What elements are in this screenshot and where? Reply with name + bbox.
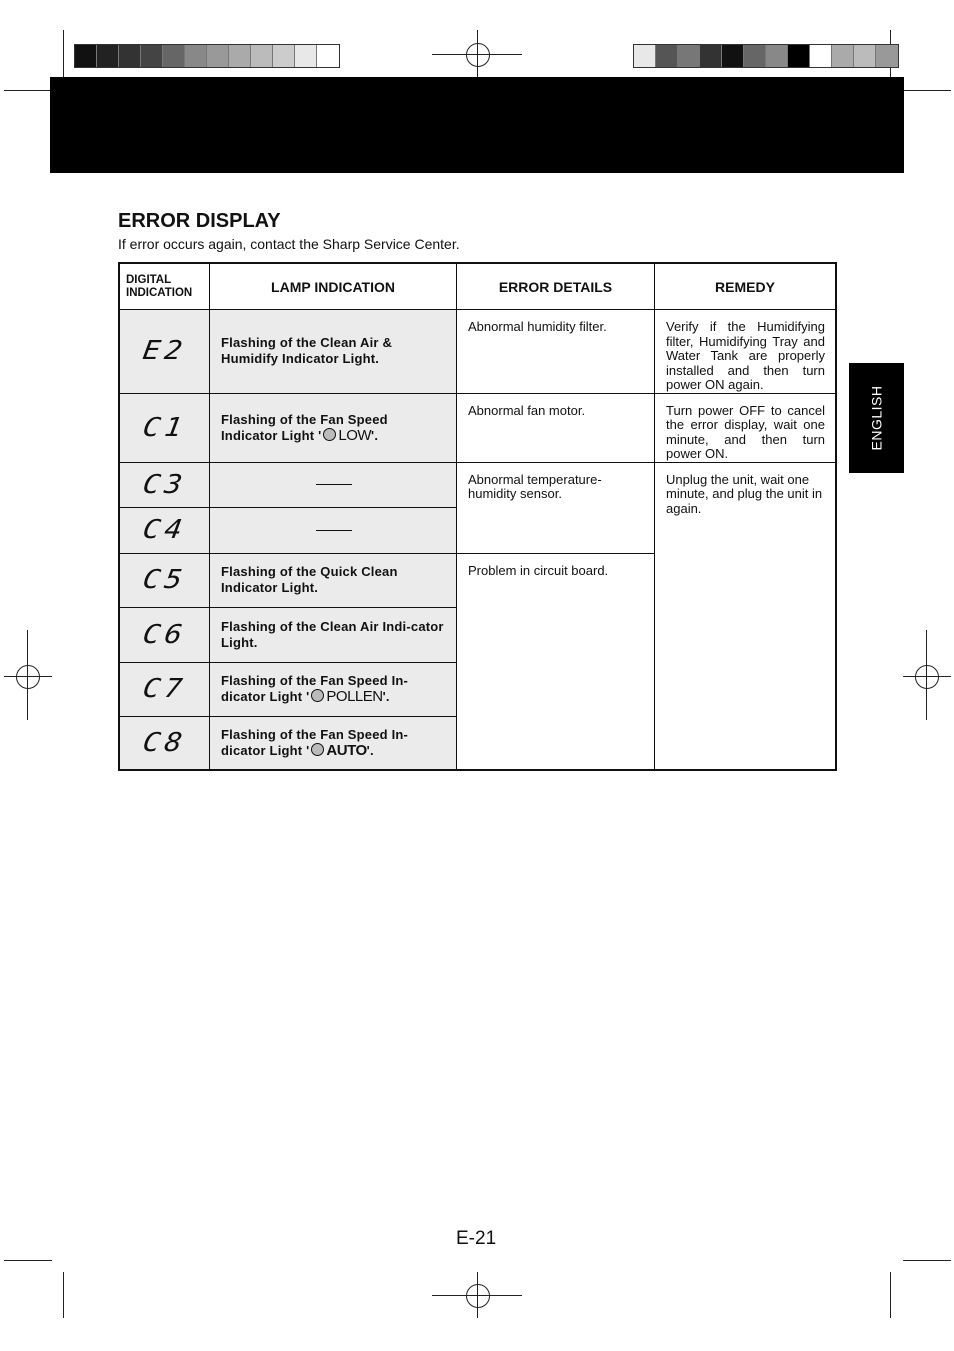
color-swatch — [75, 45, 97, 67]
lamp-cell: Flashing of the Quick Clean Indicator Light. — [210, 553, 457, 607]
color-swatch — [163, 45, 185, 67]
digital-code-cell — [119, 462, 210, 507]
no-lamp-dash — [316, 484, 352, 485]
crop-mark — [63, 30, 64, 78]
digital-code: C1 — [140, 412, 189, 443]
color-swatch — [876, 45, 898, 67]
lamp-cell — [210, 393, 457, 462]
digital-code-cell — [119, 507, 210, 553]
digital-code-cell — [119, 393, 210, 462]
details-cell: Abnormal humidity filter. — [457, 310, 655, 394]
table-header-row — [119, 263, 836, 310]
color-swatch — [854, 45, 876, 67]
color-swatch — [207, 45, 229, 67]
crop-mark — [903, 90, 951, 91]
header-lamp-indication: LAMP INDICATION — [210, 263, 457, 310]
color-swatch — [317, 45, 339, 67]
color-swatch — [656, 45, 678, 67]
color-swatch — [141, 45, 163, 67]
details-cell: Problem in circuit board. — [457, 553, 655, 770]
digital-code: C6 — [140, 619, 189, 650]
digital-code-cell — [119, 716, 210, 770]
lcd-label: AUTO — [326, 741, 367, 759]
indicator-light-icon — [311, 743, 324, 756]
digital-code: C3 — [140, 469, 189, 500]
lamp-cell — [210, 662, 457, 716]
header-text: INDICATION — [126, 286, 193, 299]
color-swatch — [634, 45, 656, 67]
crop-mark — [4, 90, 52, 91]
color-swatch — [97, 45, 119, 67]
digital-code: C8 — [140, 727, 189, 758]
color-swatch — [678, 45, 700, 67]
color-swatch — [788, 45, 810, 67]
digital-code: C7 — [140, 674, 189, 704]
color-swatch — [810, 45, 832, 67]
crop-mark — [890, 1272, 891, 1318]
registration-mark-icon — [466, 43, 490, 67]
lamp-cell: Flashing of the Clean Air & Humidify Indicator Light. — [210, 310, 457, 394]
color-swatch — [832, 45, 854, 67]
color-swatch — [295, 45, 317, 67]
lcd-label: LOW — [338, 426, 372, 444]
details-cell: Abnormal fan motor. — [457, 393, 655, 462]
remedy-cell: Verify if the Humidifying filter, Humidifying Tray and Water Tank are properly installed and then turn power ON again. — [655, 310, 837, 394]
page-number: E-21 — [456, 1228, 497, 1249]
color-bar-left — [74, 44, 340, 68]
digital-code-cell — [119, 662, 210, 716]
color-swatch — [722, 45, 744, 67]
crop-mark — [903, 1260, 951, 1261]
lamp-text: Flashing of the Fan Speed In-dicator Light ' — [221, 673, 409, 704]
header-text: DIGITAL — [126, 273, 172, 286]
color-swatch — [119, 45, 141, 67]
digital-code: E2 — [140, 336, 189, 367]
crop-mark — [63, 1272, 64, 1318]
header-remedy: REMEDY — [655, 263, 837, 310]
color-swatch — [273, 45, 295, 67]
digital-code: C5 — [140, 565, 189, 595]
table-row — [119, 310, 836, 394]
registration-mark-icon — [466, 1284, 490, 1308]
color-bar-right — [633, 44, 899, 68]
digital-code-cell — [119, 607, 210, 662]
color-swatch — [229, 45, 251, 67]
lcd-label: POLLEN — [326, 688, 383, 705]
remedy-cell: Unplug the unit, wait one minute, and plug the unit in again. — [655, 462, 837, 770]
color-swatch — [766, 45, 788, 67]
color-swatch — [185, 45, 207, 67]
lamp-text: '. — [366, 742, 374, 758]
registration-mark-icon — [16, 665, 40, 689]
crop-mark — [4, 1260, 52, 1261]
remedy-cell: Turn power OFF to cancel the error display, wait one minute, and then turn power ON. — [655, 393, 837, 462]
header-error-details: ERROR DETAILS — [457, 263, 655, 310]
lamp-cell — [210, 507, 457, 553]
table-row — [119, 393, 836, 462]
error-table — [118, 262, 837, 771]
section-subtitle: If error occurs again, contact the Sharp Service Center. — [118, 236, 460, 252]
lamp-text: Flashing of the Fan Speed In-dicator Light ' — [221, 726, 409, 758]
section-title: ERROR DISPLAY — [118, 210, 281, 232]
lamp-cell: Flashing of the Clean Air Indi-cator Light. — [210, 607, 457, 662]
lamp-text: '. — [371, 427, 379, 443]
lamp-text: Flashing of the Fan Speed Indicator Light ' — [221, 411, 388, 443]
header-digital-indication — [119, 263, 210, 310]
digital-code-cell — [119, 553, 210, 607]
indicator-light-icon — [311, 689, 324, 702]
header-band — [50, 77, 904, 173]
registration-mark-icon — [915, 665, 939, 689]
color-swatch — [744, 45, 766, 67]
no-lamp-dash — [316, 530, 352, 531]
indicator-light-icon — [323, 428, 336, 441]
lamp-cell — [210, 462, 457, 507]
lamp-text: '. — [382, 689, 390, 704]
lamp-cell — [210, 716, 457, 770]
language-label: ENGLISH — [868, 385, 885, 451]
digital-code: C4 — [140, 515, 189, 545]
details-cell: Abnormal temperature-humidity sensor. — [457, 462, 655, 553]
language-tab — [849, 363, 904, 473]
digital-code-cell — [119, 310, 210, 394]
color-swatch — [700, 45, 722, 67]
table-row — [119, 462, 836, 507]
color-swatch — [251, 45, 273, 67]
